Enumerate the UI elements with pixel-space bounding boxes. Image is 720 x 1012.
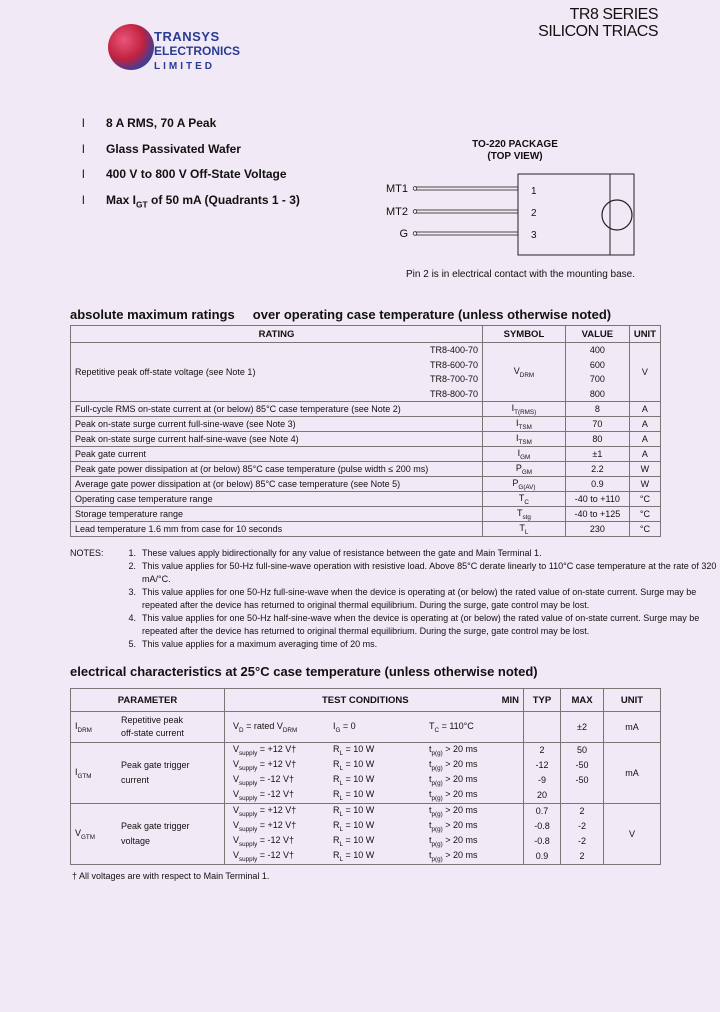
value-cell: -40 to +125 [565,507,629,522]
company-logo-globe [108,24,154,70]
max-cell [561,743,604,804]
symbol-cell: $T_{stg}$ [482,507,565,522]
table-row [71,402,661,417]
footnote: † All voltages are with respect to Main Terminal 1. [72,871,270,881]
max-value: -2 [577,836,586,846]
rating-cell [71,343,483,402]
col-header: VALUE [565,326,629,343]
value-cell: -40 to +110 [565,492,629,507]
package-title-line2: (TOP VIEW) [487,151,543,162]
unit-cell: A [629,447,660,462]
symbol-cell: $I_{GM}$ [482,447,565,462]
note-text: This value applies for a maximum averaging time of 20 ms. [142,639,378,649]
feature-text: Glass Passivated Wafer [106,141,241,156]
bullet: l [82,116,85,130]
feature-item [82,193,300,219]
value-cell: 0.9 [565,477,629,492]
feature-list [82,116,300,218]
condition-cell: $V_{supply} = +12$ V† $R_L = 10$ W $t_{p(g)} > 20$ ms $V_{supply} = +12$ V† $R_L = 10$ W $t_{p(g)} > 20$ ms $V_{supply} = -12$ V† $R_L = 10$ W $t_{p(g)} > 20$ ms $V_{supply} = -12$ V† $R_L = 10$ W $t_{p(g)} > 20$ ms [225,804,524,865]
feature-text: Max I [106,192,137,207]
rating-cell: Lead temperature 1.6 mm from case for 10 seconds [71,522,483,537]
rating-cell: Full-cycle RMS on-state current at (or below) 85°C case temperature (see Note 2) [71,402,483,417]
unit-cell: A [629,417,660,432]
product-name: SILICON TRIACS [538,23,658,40]
unit-cell: V [604,804,661,865]
symbol-cell: $T_L$ [482,522,565,537]
ec-heading: electrical characteristics at 25°C case temperature (unless otherwise noted) [70,664,538,679]
company-name-line1: TRANSYS [154,29,220,44]
ec-table [70,688,661,865]
symbol-cell: $V_{DRM}$ [482,343,565,402]
pin-label-mt2: MT2 [386,206,408,218]
unit-cell: mA [604,712,661,743]
typ-cell [524,743,561,804]
table-row [71,432,661,447]
unit-cell: A [629,402,660,417]
max-value [561,788,603,803]
feature-item [82,116,300,142]
note-number: 1. [128,548,136,558]
unit-cell: °C [629,507,660,522]
pin-label-g: G [399,228,408,240]
rating-cell: Peak gate power dissipation at (or below) 85°C case temperature (pulse width ≤ 200 ms) [71,462,483,477]
max-cell [561,804,604,865]
condition-cell: $V_{supply} = +12$ V† $R_L = 10$ W $t_{p(g)} > 20$ ms $V_{supply} = +12$ V† $R_L = 10$ W $t_{p(g)} > 20$ ms $V_{supply} = -12$ V† $R_L = 10$ W $t_{p(g)} > 20$ ms $V_{supply} = -12$ V† $R_L = 10$ W $t_{p(g)} > 20$ ms [225,743,524,804]
bullet: l [82,192,85,207]
max-value: 2 [579,851,585,861]
typ-value: -9 [537,775,546,785]
feature-item [82,142,300,168]
rating-cell: Storage temperature range [71,507,483,522]
package-title-line1: TO-220 PACKAGE [472,139,558,150]
max-value: -2 [577,821,586,831]
typ-value: -12 [535,760,549,770]
value-cell: 70 [565,417,629,432]
note-text: This value applies for one 50-Hz full-sine-wave when the device is operating at (or below) the rated value of on-state current. Surge may be repeated after the device has returned to original thermal equilibrium. During the surge, gate control may be lost. [142,587,697,610]
col-header: TEST CONDITIONS MIN [225,689,524,712]
value-cell: ±1 [565,447,629,462]
typ-value: 0.7 [535,806,549,816]
value-cell: 80 [565,432,629,447]
value-cell: 230 [565,522,629,537]
feature-item [82,167,300,193]
table-row [71,462,661,477]
table-row-idrm [71,712,661,743]
rating-cell: Peak on-state surge current half-sine-wave (see Note 4) [71,432,483,447]
rating-cell: Operating case temperature range [71,492,483,507]
table-row [71,417,661,432]
table-row-igtm [71,743,661,804]
note-text: These values apply bidirectionally for any value of resistance between the gate and Main Terminal 1. [142,548,542,558]
typ-cell [524,804,561,865]
typ-value: -0.8 [534,836,550,846]
notes-label: NOTES: [70,548,104,558]
unit-cell: V [629,343,660,402]
bullet: l [82,141,85,156]
pin-lead-3 [415,232,518,235]
condition-cell: $V_D$ = rated $V_{DRM}$ $I_G = 0$ $T_C = 110^\circ C$ [225,712,524,743]
table-row [71,522,661,537]
col-header: MAX [561,689,604,712]
value-cell: 2.2 [565,462,629,477]
note-number: 5. [128,639,136,649]
unit-cell: mA [604,743,661,804]
table-row-vgtm [71,804,661,865]
rating-cell: Average gate power dissipation at (or below) 85°C case temperature (see Note 5) [71,477,483,492]
table-row [71,343,661,402]
rating-cell: Peak gate current [71,447,483,462]
notes [70,547,720,651]
symbol-cell: $P_{G(AV)}$ [482,477,565,492]
bullet: l [82,167,85,181]
col-header: UNIT [604,689,661,712]
symbol-cell: $I_{TSM}$ [482,417,565,432]
company-name-line2: ELECTRONICS [154,44,241,58]
series-name: TR8 SERIES [569,6,658,23]
unit-cell: A [629,432,660,447]
note-number: 4. [128,613,136,623]
typ-value: 0.9 [535,851,549,861]
amr-heading: absolute maximum ratings over operating case temperature (unless otherwise noted) [70,307,612,322]
feature-text: 400 V to 800 V Off-State Voltage [106,167,287,181]
max-cell: ±2 [561,712,604,743]
typ-value: 20 [536,790,547,800]
col-header: UNIT [629,326,660,343]
note-text: This value applies for 50-Hz full-sine-wave operation with resistive load. Above 85°C derate linearly to 110°C case temperature at the rate of 320 mA/°C. [142,561,717,584]
part-number: TR8-400-70 [429,345,478,355]
pin-number: 1 [531,186,537,197]
table-row [71,492,661,507]
table-row [71,477,661,492]
pin-number: 3 [531,230,537,241]
company-name-line3: LIMITED [154,61,215,72]
table-row [71,507,661,522]
param-cell: $I_{GTM}$ Peak gate trigger current [71,743,225,804]
col-header: PARAMETER [71,689,225,712]
mounting-hole [602,200,632,230]
col-header: SYMBOL [482,326,565,343]
rating-cell: Peak on-state surge current full-sine-wave (see Note 3) [71,417,483,432]
symbol-cell: $P_{GM}$ [482,462,565,477]
package-title [456,139,574,163]
pin-number: 2 [531,208,537,219]
col-header: TYP [524,689,561,712]
package-diagram [410,170,650,260]
note-number: 2. [128,561,136,571]
value-cell: 8 [565,402,629,417]
part-number: TR8-800-70 [429,388,478,399]
col-header: RATING [71,326,483,343]
series-title [538,6,658,40]
note-text: This value applies for one 50-Hz half-sine-wave when the device is operating at (or below) the rated value of on-state current. Surge may be repeated after the device has returned to original thermal equilibrium. During the surge, gate control may be lost. [142,613,700,636]
pin-label-mt1: MT1 [386,183,408,195]
max-value: -50 [575,775,589,785]
unit-cell: °C [629,522,660,537]
param-cell: $I_{DRM}$ Repetitive peak off-state current [71,712,225,743]
typ-cell [524,712,561,743]
value-cell: 400 600 700 800 [565,343,629,402]
part-number: TR8-600-70 [429,359,478,370]
unit-cell: W [629,462,660,477]
feature-text: 8 A RMS, 70 A Peak [106,116,217,130]
rating-text: Repetitive peak off-state voltage (see Note 1) [75,367,256,377]
feature-text-rest: of 50 mA (Quadrants 1 - 3) [147,192,300,207]
note-number: 3. [128,587,136,597]
max-value: -50 [575,760,589,770]
symbol-cell: $I_{T(RMS)}$ [482,402,565,417]
typ-value: 2 [539,745,545,755]
max-value: 2 [579,806,585,816]
param-cell: $V_{GTM}$ Peak gate trigger voltage [71,804,225,865]
feature-sub: GT [136,198,148,209]
part-number: TR8-700-70 [429,374,478,384]
amr-table [70,325,661,537]
typ-value: -0.8 [534,821,550,831]
unit-cell: W [629,477,660,492]
unit-cell: °C [629,492,660,507]
symbol-cell: $I_{TSM}$ [482,432,565,447]
pin-lead-1 [415,187,518,190]
package-note: Pin 2 is in electrical contact with the mounting base. [406,269,636,280]
max-value: 50 [576,745,587,755]
table-row [71,447,661,462]
symbol-cell: $T_C$ [482,492,565,507]
pin-lead-2 [415,210,518,213]
